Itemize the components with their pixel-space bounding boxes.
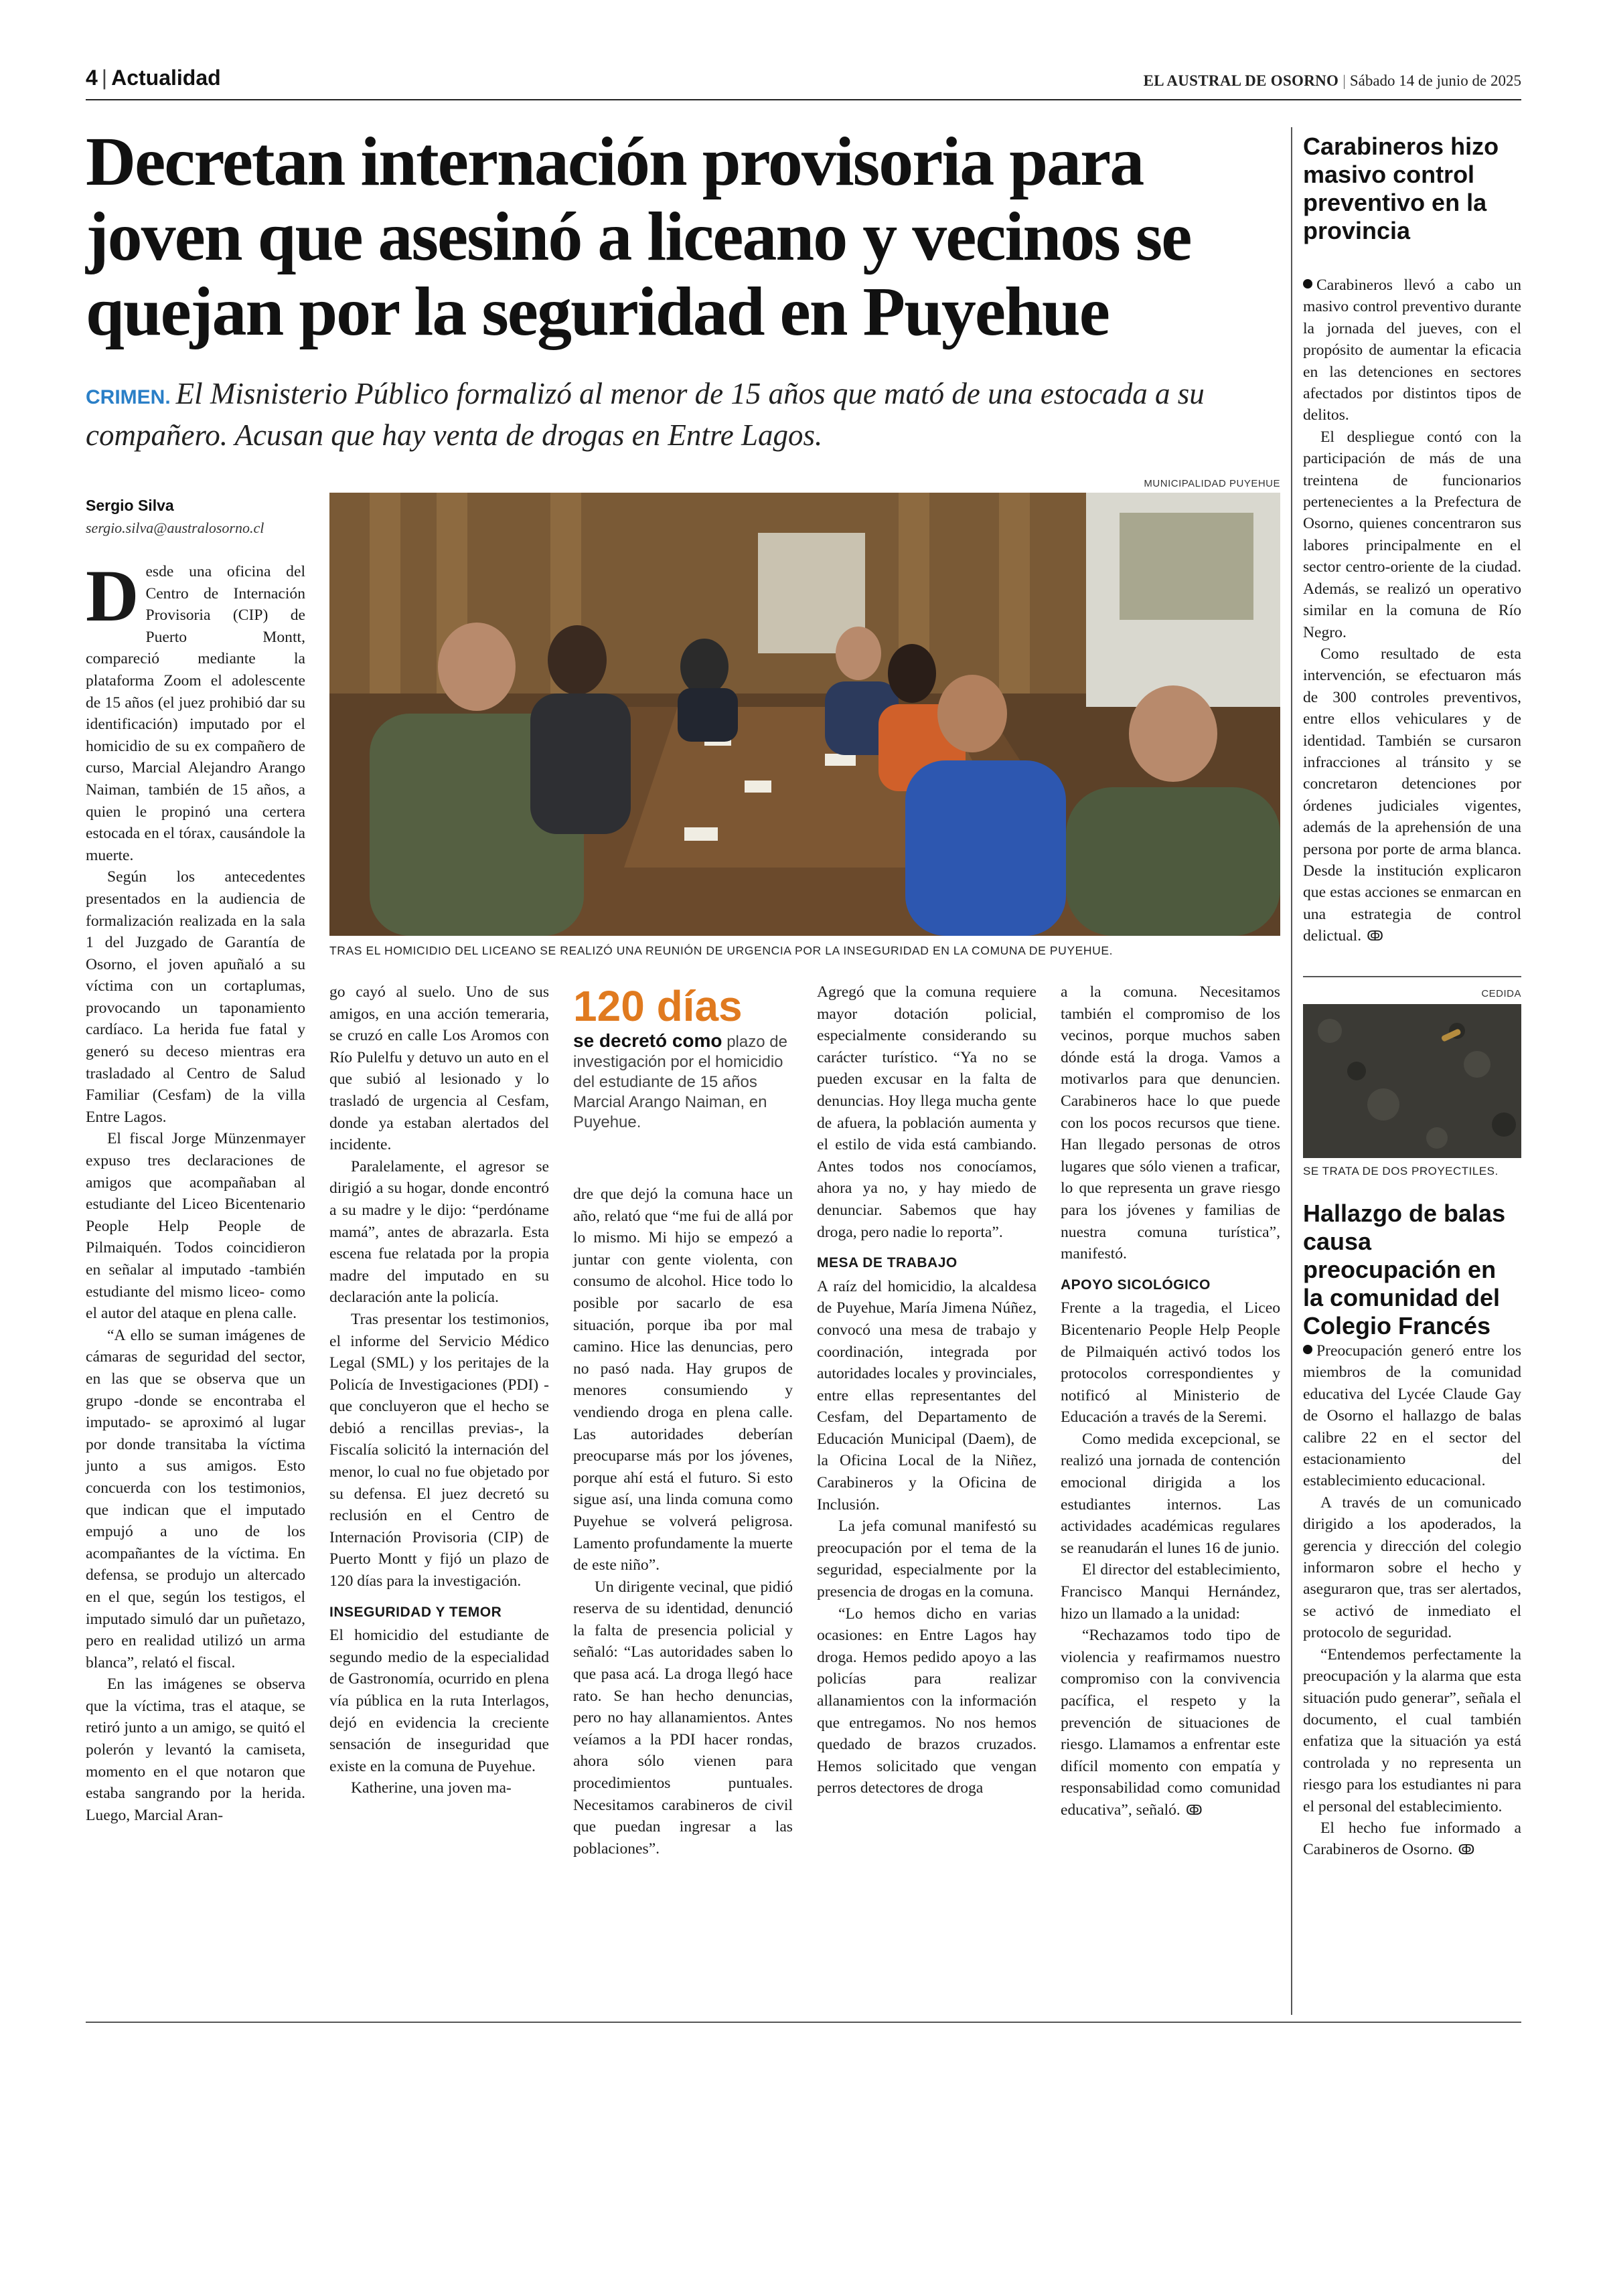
sidebar-rule (1303, 976, 1521, 977)
fact-lead: se decretó como (573, 1030, 722, 1051)
page-number: 4 (86, 66, 98, 90)
article-column-1: Desde una oficina del Centro de Internación Provisoria (CIP) de Puerto Montt, compareció mediante la plataforma Zoom el adolescente de 15 años (el juez prohibió dar su identificación) imputado por el homicidio de su ex compañero de curso, Marcial Alejandro Arango Naiman, también de 15 años, a quien le propinó una certera estocada en el tórax, causándole la muerte. Según los antecedentes presentados en la audiencia de formalización realizada en la sala 1 del Juzgado de Garantía de Osorno, el joven apuñaló a su víctima con un cortaplumas, provocando un taponamiento cardíaco. La herida fue fatal y generó su deceso mientras era trasladado al Centro de Salud Familiar (Cesfam) de la villa Entre Lagos. El fiscal Jorge Münzenmayer expuso tres declaraciones de amigos que acompañaban al estudiante del Liceo Bicentenario People Help People de Pilmaiquén. Todos coincidieron en señalar al imputado -también estudiante del mismo liceo- como el autor del ataque en plena calle. “A ello se suman imágenes de cámaras de seguridad del sector, en las que se observa que un grupo -donde se encontraba el imputado- se aproximó al lugar por donde transitaba la víctima junto a sus amigos. Esto concuerda con los testimonios, que indican que el imputado empujó a uno de los acompañantes de la víctima. En defensa, se produjo un altercado en el que, según los testigos, el imputado simuló dar un puñetazo, pero en realidad utilizó un arma blanca”, relató el fiscal. En las imágenes se observa que la víctima, tras el ataque, se retiró junto a un amigo, se quitó el polerón y levantó la camiseta, momento en el que notaron que estaba sangrando por la herida. Luego, Marcial Aran- (86, 555, 305, 1824)
subheading-apoyo: APOYO SICOLÓGICO (1061, 1277, 1211, 1293)
sidebar1-body: Carabineros llevó a cabo un masivo control preventivo durante la jornada del jueves, con el propósito de aumentar la eficacia en las detenciones en sectores afectados por distintos tipos de delitos. El despliegue contó con la participación de más de una treintena de funcionarios pertenecientes a la Prefectura de Osorno, quienes concentraron sus labores principalmente en el sector centro-oriente de la ciudad. Además, se realizó un operativo similar en la comuna de Río Negro. Como resultado de esta intervención, se efectuaron más de 300 controles preventivos, entre ellos vehiculares y de identidad. También se cursaron infracciones al tránsito y se concretaron detenciones por órdenes judiciales vigentes, además de la aprehensión de una persona por porte de arma blanca. Desde la institución explicaron que estas acciones se enmarcan en una estrategia de control delictual. ↂ (1303, 276, 1521, 945)
bullet-icon (1303, 279, 1312, 289)
drop-cap: D (86, 555, 139, 637)
sidebar-divider (1291, 127, 1292, 2015)
kicker: CRIMEN. (86, 386, 171, 408)
bottom-rule (86, 2022, 1521, 2023)
fact-text: se decretó como plazo de investigación por el homicidio del estudiante de 15 años Marcial Arango Naiman, en Puyehue. (573, 1030, 787, 1131)
sidebar2-title: Hallazgo de balas causa preocupación en la comunidad del Colegio Francés (1303, 1200, 1506, 1339)
bullets-photo-illustration (1303, 1004, 1521, 1158)
author-email[interactable]: sergio.silva@australosorno.cl (86, 519, 264, 536)
meeting-photo-illustration (329, 493, 1280, 936)
article-column-3: dre que dejó la comuna hace un año, relató que “me fui de allá por lo mismo. Mi hijo se empezó a juntar con gente violenta, con consumo de alcohol. Hice todo lo posible por sacarlo de esa situación, porque iba por mal camino. Hice las denuncias, pero no pasó nada. Hay grupos de menores consumiendo y vendiendo droga en plena calle. Las autoridades deberían preocuparse más por los jóvenes, porque ahí está el futuro. Si esto sigue así, una linda comuna como Puyehue se volverá peligrosa. Lamento profundamente la muerte de este niño”. Un dirigente vecinal, que pidió reserva de su identidad, denunció la falta de presencia policial y señaló: “Las autoridades saben lo que pasa acá. La droga llegó hace rato. Se han hecho denuncias, pero no hay allanamientos. Antes veíamos a la PDI hacer rondas, ahora sólo vienen para procedimientos puntuales. Necesitamos carabineros de civil que puedan ingresar a las poblaciones”. (573, 1185, 793, 1858)
deck (86, 375, 1264, 454)
article-column-4: Agregó que la comuna requiere mayor dotación policial, especialmente considerando su carácter turístico. “Ya no se pueden excusar en la falta de denuncias. Hoy llega mucha gente de afuera, la población aumenta y el estilo de vida está cambiando. Antes todos nos conocíamos, ahora ya no, y hay miedo de denunciar. Sabemos que hay droga, pero nadie lo reporta”. MESA DE TRABAJO A raíz del homicidio, la alcaldesa de Puyehue, María Jimena Núñez, convocó una mesa de trabajo y coordinación, integrada por autoridades locales y provinciales, entre ellas representantes del Cesfam, del Departamento de Educación Municipal (Daem), de la Oficina Local de la Niñez, Carabineros y la Oficina de Inclusión. La jefa comunal manifestó su preocupación por el tema de la seguridad, especialmente por la presencia de drogas en la comuna. “Lo hemos dicho en varias ocasiones: en Entre Lagos hay droga. Hemos pedido apoyo a las policías para realizar allanamientos con la información que entregamos. No nos hemos quedado de brazos cruzados. Hemos solicitado que vengan perros detectores de droga (817, 983, 1037, 1797)
fact-number: 120 días (573, 982, 743, 1030)
article-column-2: go cayó al suelo. Uno de sus amigos, en una acción temeraria, se cruzó en calle Los Aromos con Río Pulelfu y detuvo un auto en el que subió al lesionado y lo trasladó de urgencia al Cesfam, donde ya estaban alertados del incidente. Paralelamente, el agresor se dirigió a su hogar, donde encontró a su madre y le dijo: “perdóname mamá”, antes de abrazarla. Esta escena fue relatada por la propia madre del imputado en su declaración ante la policía. Tras presentar los testimonios, el informe del Servicio Médico Legal (SML) y los peritajes de la Policía de Investigaciones (PDI) -que concluyeron que el hecho se debió a rencillas previas-, la Fiscalía solicitó la internación del menor, lo cual no fue objetado por su defensa. El juez decretó su reclusión en el Centro de Internación Provisoria (CIP) de Puerto Montt y fijó un plazo de 120 días para la investigación. INSEGURIDAD Y TEMOR El homicidio del estudiante de segundo medio de la especialidad de Gastronomía, ocurrido en plena vía pública en la ruta Interlagos, dejó en evidencia la creciente sensación de inseguridad que existe en la comuna de Puyehue. Katherine, una joven ma- (329, 983, 549, 1797)
end-mark-icon: ↂ (1185, 1801, 1203, 1818)
page-header-left: 4 | Actualidad (86, 66, 221, 90)
header-rule (86, 99, 1521, 100)
subheading-mesa: MESA DE TRABAJO (817, 1255, 958, 1271)
sidebar2-photo-credit: CEDIDA (1481, 988, 1521, 999)
end-mark-icon: ↂ (1458, 1841, 1475, 1858)
page-header-right: EL AUSTRAL DE OSORNO | Sábado 14 de junio de 2025 (1143, 72, 1521, 89)
sidebar2-photo-caption: SE TRATA DE DOS PROYECTILES. (1303, 1165, 1499, 1177)
section-name: Actualidad (111, 66, 221, 90)
article-column-5: a la comuna. Necesitamos también el compromiso de los vecinos, porque muchos saben dónde está la droga. Vamos a motivarlos para que denuncien. Carabineros hace lo que puede con los pocos recursos que tiene. Han llegado personas de otros lugares que sólo vienen a traficar, lo que representa un grave riesgo para los jóvenes y familias de nuestra comuna turística”, manifestó. APOYO SICOLÓGICO Frente a la tragedia, el Liceo Bicentenario People Help People de Pilmaiquén activó todos los protocolos correspondientes y notificó al Ministerio de Educación a través de la Seremi. Como medida excepcional, se realizó una jornada de contención emocional dirigida a los estudiantes internos. Las actividades académicas regulares se reanudarán el lunes 16 de junio. El director del establecimiento, Francisco Manqui Hernández, hizo un llamado a la unidad: “Rechazamos todo tipo de violencia y reafirmamos nuestro compromiso con la convivencia pacífica, el respeto y la prevención de situaciones de riesgo. Llamamos a enfrentar este difícil momento con empatía y responsabilidad como comunidad educativa”, señaló. ↂ (1061, 983, 1280, 1819)
newspaper-name: EL AUSTRAL DE OSORNO (1143, 72, 1339, 89)
issue-date: Sábado 14 de junio de 2025 (1349, 72, 1521, 89)
photo-caption: TRAS EL HOMICIDIO DEL LICEANO SE REALIZÓ UNA REUNIÓN DE URGENCIA POR LA INSEGURIDAD EN LA COMUNA DE PUYEHUE. (329, 944, 1114, 957)
sidebar2-body: Preocupación generó entre los miembros de la comunidad educativa del Lycée Claude Gay de Osorno el hallazgo de balas calibre 22 en el sector del estacionamiento del establecimiento educacional. A través de un comunicado dirigido a los apoderados, la gerencia y dirección del colegio informaron sobre el hecho y aseguraron que, tras ser alertados, se activó de inmediato el protocolo de seguridad. “Entendemos perfectamente la preocupación y la alarma que esta situación pudo generar”, señala el documento, el cual también enfatiza que la situación ya está controlada y no representa un riesgo para los estudiantes ni para el personal del establecimiento. El hecho fue informado a Carabineros de Osorno. ↂ (1303, 1342, 1521, 1859)
bullets-photo (1303, 1004, 1521, 1158)
end-mark-icon: ↂ (1367, 928, 1384, 945)
sidebar1-title: Carabineros hizo masivo control preventivo en la provincia (1303, 133, 1499, 244)
photo-credit: MUNICIPALIDAD PUYEHUE (1144, 478, 1280, 489)
subheading-inseguridad: INSEGURIDAD Y TEMOR (329, 1604, 502, 1620)
headline: Decretan internación provisoria para joven que asesinó a liceano y vecinos se quejan por la seguridad en Puyehue (86, 123, 1191, 350)
bullet-icon (1303, 1345, 1312, 1354)
author-name: Sergio Silva (86, 497, 174, 514)
deck-text: El Misnisterio Público formalizó al menor de 15 años que mató de una estocada a su compañero. Acusan que hay venta de drogas en Entre Lagos. (86, 377, 1205, 452)
meeting-photo (329, 493, 1280, 936)
